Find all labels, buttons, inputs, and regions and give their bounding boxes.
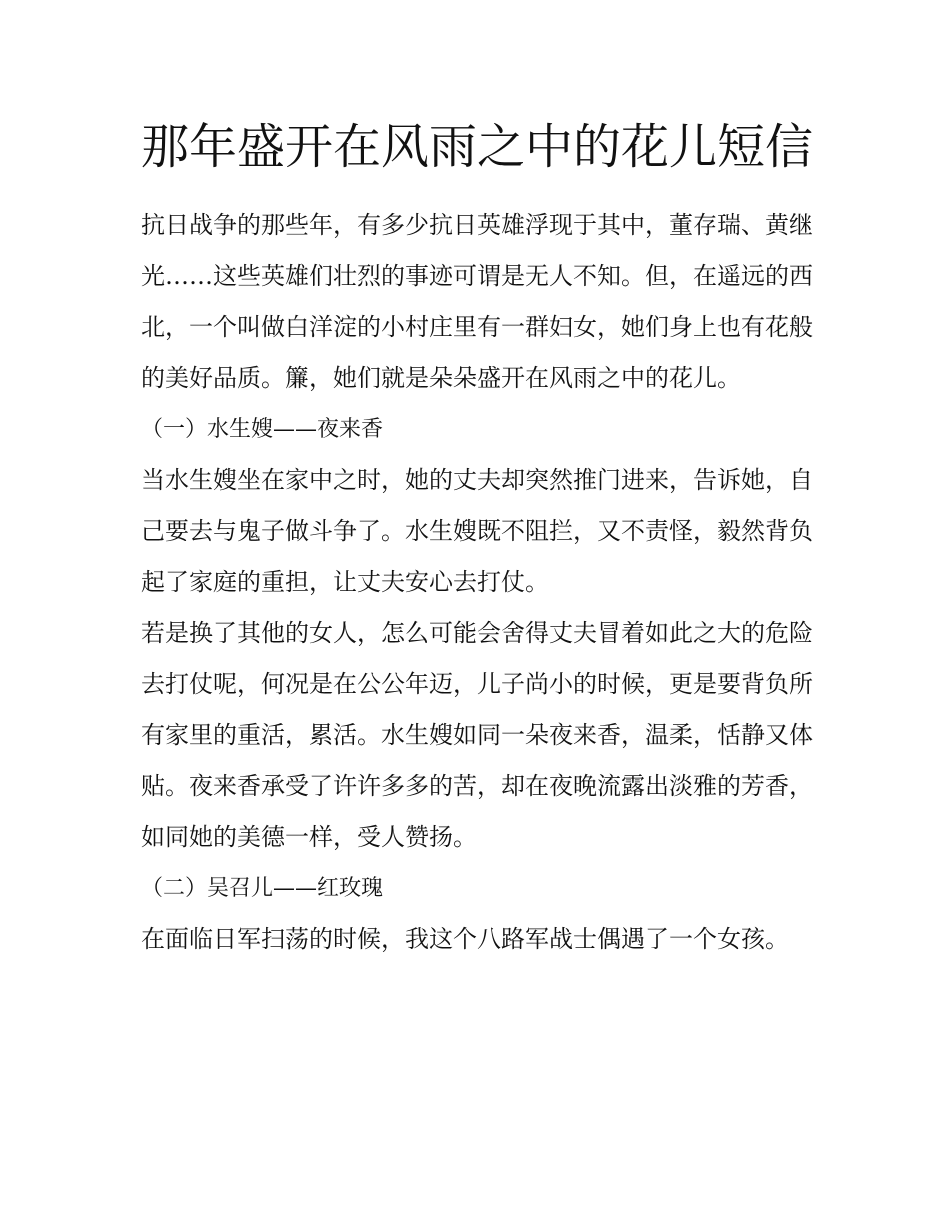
paragraph-shuishengsao-1: 当水生嫂坐在家中之时，她的丈夫却突然推门进来，告诉她，自己要去与鬼子做斗争了。水生嫂既不阻拦，又不责怪，毅然背负起了家庭的重担，让丈夫安心去打仗。: [141, 466, 813, 596]
paragraph-wuzhaoer-1: 在面临日军扫荡的时候，我这个八路军战士偶遇了一个女孩。: [141, 925, 789, 953]
document-title: 那年盛开在风雨之中的花儿短信: [141, 119, 814, 175]
section-heading-1: （一）水生嫂——夜来香: [141, 417, 384, 442]
document-page: [141, 112, 816, 965]
paragraph-shuishengsao-2: 若是换了其他的女人，怎么可能会舍得丈夫冒着如此之大的危险去打仗呢，何况是在公公年迈，儿子尚小的时候，更是要背负所有家里的重活，累活。水生嫂如同一朵夜来香，温柔，恬静又体贴。夜来香承受了许许多多的苦，却在夜晚流露出淡雅的芳香，如同她的美德一样，受人赞扬。: [141, 619, 813, 851]
paragraph-intro: 抗日战争的那些年，有多少抗日英雄浮现于其中，董存瑞、黄继光……这些英雄们壮烈的事迹可谓是无人不知。但，在遥远的西北，一个叫做白洋淀的小村庄里有一群妇女，她们身上也有花般的美好品质。簾，她们就是朵朵盛开在风雨之中的花儿。: [141, 211, 813, 392]
document-body: [141, 200, 816, 965]
section-heading-2: （二）吴召儿——红玫瑰: [141, 876, 384, 901]
